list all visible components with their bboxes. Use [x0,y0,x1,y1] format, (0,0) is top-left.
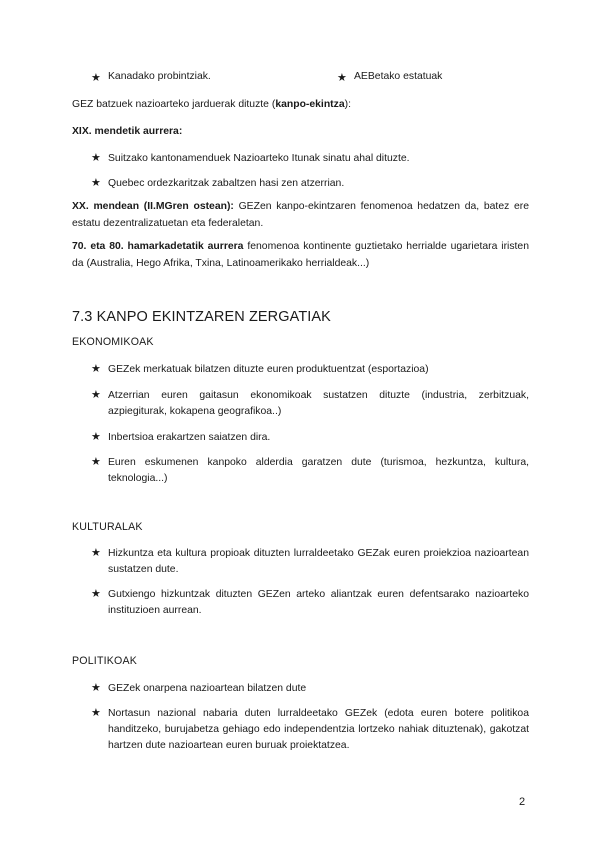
subsection-title-politikoak: POLITIKOAK [72,655,137,667]
star-bullet-icon: ★ [91,707,101,719]
top-bullet-row [0,71,600,87]
subsection-title-ekonomikoak: EKONOMIKOAK [72,336,154,348]
heading-xix: XIX. mendetik aurrera: [72,126,183,137]
star-bullet-icon: ★ [91,682,101,694]
intro-paragraph: GEZ batzuek nazioarteko jarduerak dituzte (kanpo-ekintza): [72,99,351,110]
star-bullet-icon: ★ [91,431,101,443]
paragraph-70-80: 70. eta 80. hamarkadetatik aurrera fenomenoa kontinente guztietako herrialde ugarietara iristen da (Australia, Hego Afrika, Txina, Latinoamerikako herrialdeak...) [72,241,529,269]
star-bullet-icon: ★ [337,72,347,84]
paragraph-xx: XX. mendean (II.MGren ostean): GEZen kanpo-ekintzaren fenomenoa hedatzen da, batez ere estatu dezentralizatuetan eta federaletan. [72,201,529,229]
star-bullet-icon: ★ [91,389,101,401]
star-bullet-icon: ★ [91,177,101,189]
section-title: 7.3 KANPO EKINTZAREN ZERGATIAK [72,309,331,325]
page-number: 2 [519,796,526,808]
subsection-title-kulturalak: KULTURALAK [72,521,143,533]
bullet-text-aeb: AEBetako estatuak [354,71,443,82]
star-bullet-icon: ★ [91,363,101,375]
bullet-text-kanada: Kanadako probintziak. [108,71,211,82]
star-bullet-icon: ★ [91,588,101,600]
star-bullet-icon: ★ [91,456,101,468]
star-bullet-icon: ★ [91,547,101,559]
star-bullet-icon: ★ [91,72,101,84]
star-bullet-icon: ★ [91,152,101,164]
